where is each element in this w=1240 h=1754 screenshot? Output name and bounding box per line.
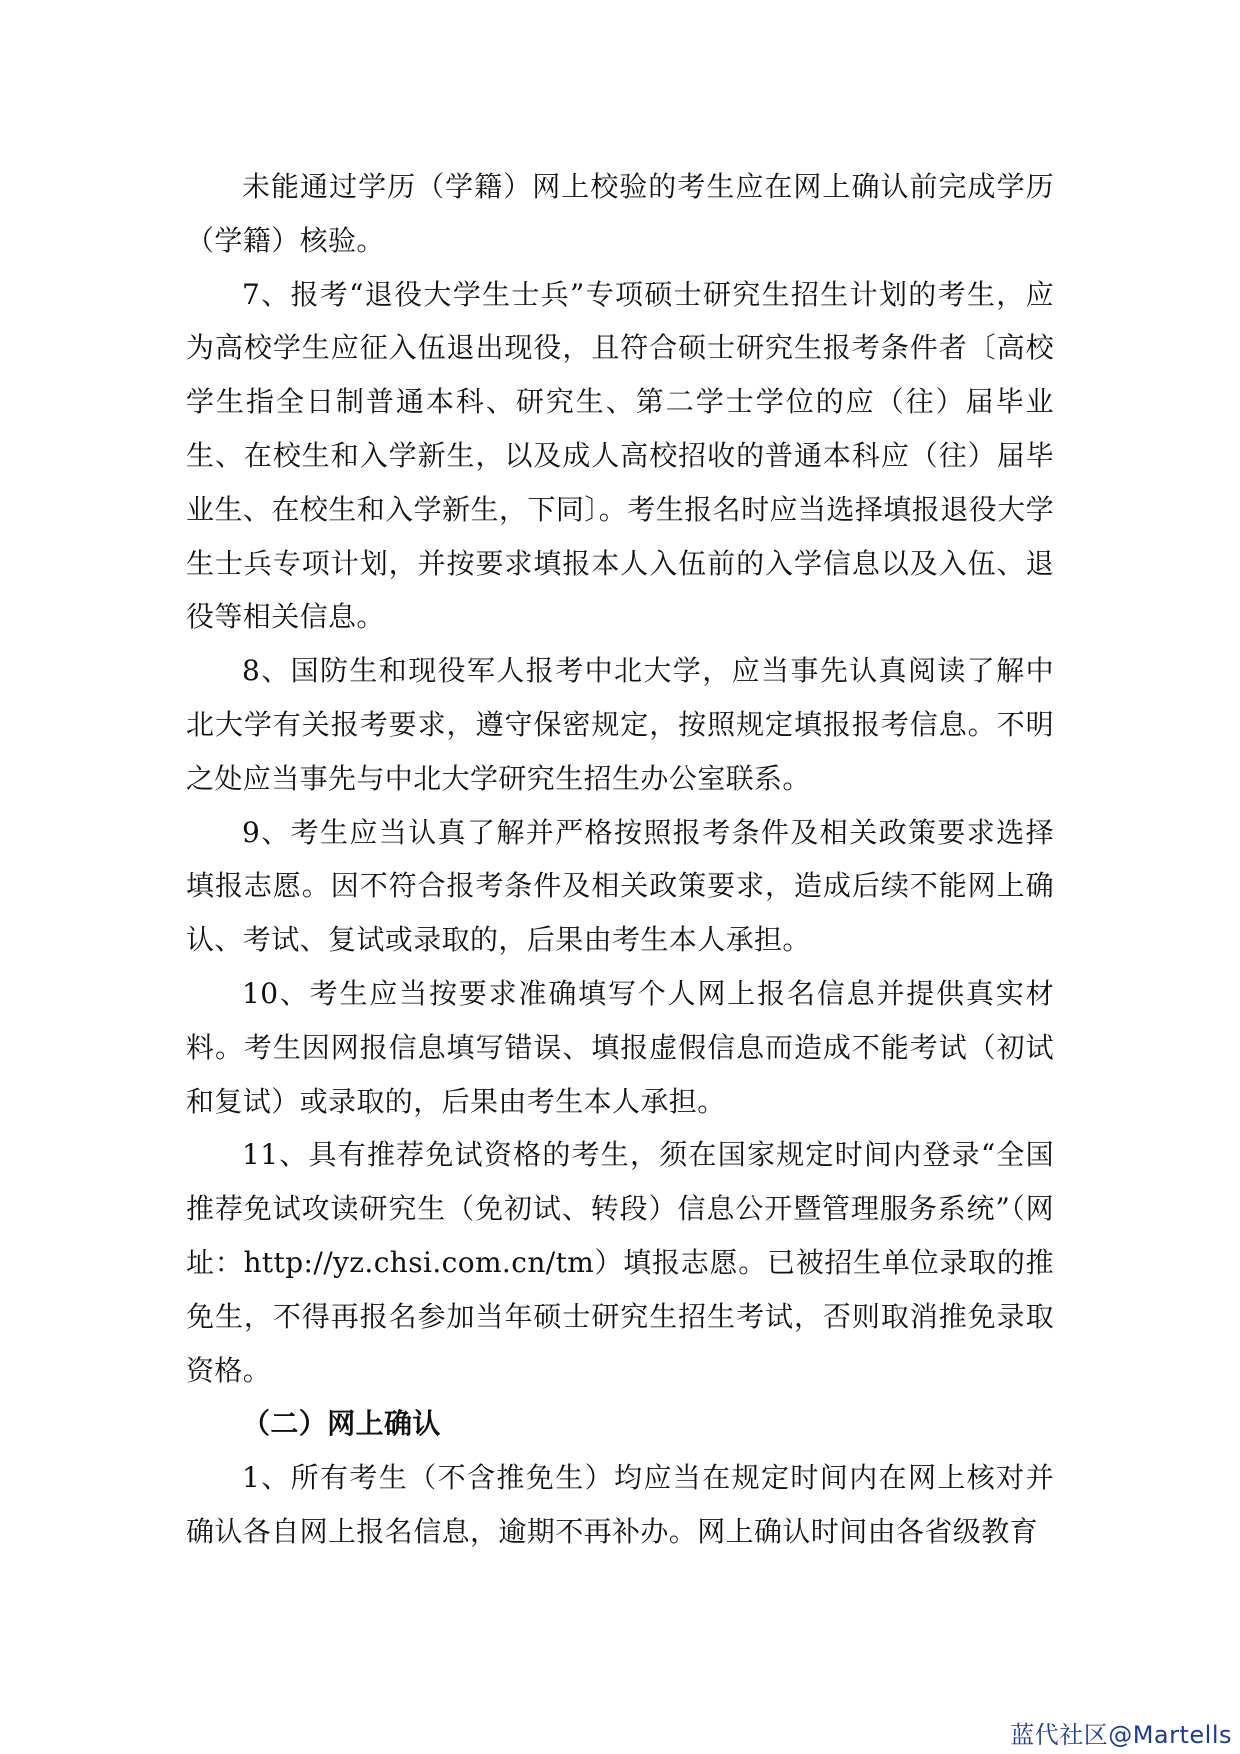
watermark: 蓝代社区@Martells [1010, 1721, 1232, 1749]
paragraph-item-10: 10、考生应当按要求准确填写个人网上报名信息并提供真实材料。考生因网报信息填写错误、填报虚假信息而造成不能考试（初试和复试）或录取的，后果由考生本人承担。 [186, 976, 1054, 1118]
paragraph-item-8: 8、国防生和现役军人报考中北大学，应当事先认真阅读了解中北大学有关报考要求，遵守保密规定，按照规定填报报考信息。不明之处应当事先与中北大学研究生招生办公室联系。 [186, 654, 1054, 795]
paragraph-item-7: 7、报考“退役大学生士兵”专项硕士研究生招生计划的考生，应为高校学生应征入伍退出现役，且符合硕士研究生报考条件者〔高校学生指全日制普通本科、研究生、第二学士学位的应（往）届毕业生、在校生和入学新生，以及成人高校招收的普通本科应（往）届毕业生、在校生和入学新生，下同〕。考生报名时应当选择填报退役大学生士兵专项计划，并按要求填报本人入伍前的入学信息以及入伍、退役等相关信息。 [186, 277, 1054, 634]
section-heading: （二）网上确认 [242, 1407, 441, 1441]
paragraph-item-9: 9、考生应当认真了解并严格按照报考条件及相关政策要求选择填报志愿。因不符合报考条件及相关政策要求，造成后续不能网上确认、考试、复试或录取的，后果由考生本人承担。 [186, 815, 1054, 957]
paragraph-item-11: 11、具有推荐免试资格的考生，须在国家规定时间内登录“全国推荐免试攻读研究生（免初试、转段）信息公开暨管理服务系统”（网址：http://yz.chsi.com.cn/tm）填报志愿。已被招生单位录取的推免生，不得再报名参加当年硕士研究生招生考试，否则取消推免录取资格。 [186, 1138, 1054, 1387]
document-body [186, 160, 1054, 1559]
paragraph-xueli-check: 未能通过学历（学籍）网上校验的考生应在网上确认前完成学历（学籍）核验。 [186, 170, 1054, 257]
paragraph-confirm-1: 1、所有考生（不含推免生）均应当在规定时间内在网上核对并确认各自网上报名信息，逾期不再补办。网上确认时间由各省级教育 [186, 1461, 1054, 1548]
